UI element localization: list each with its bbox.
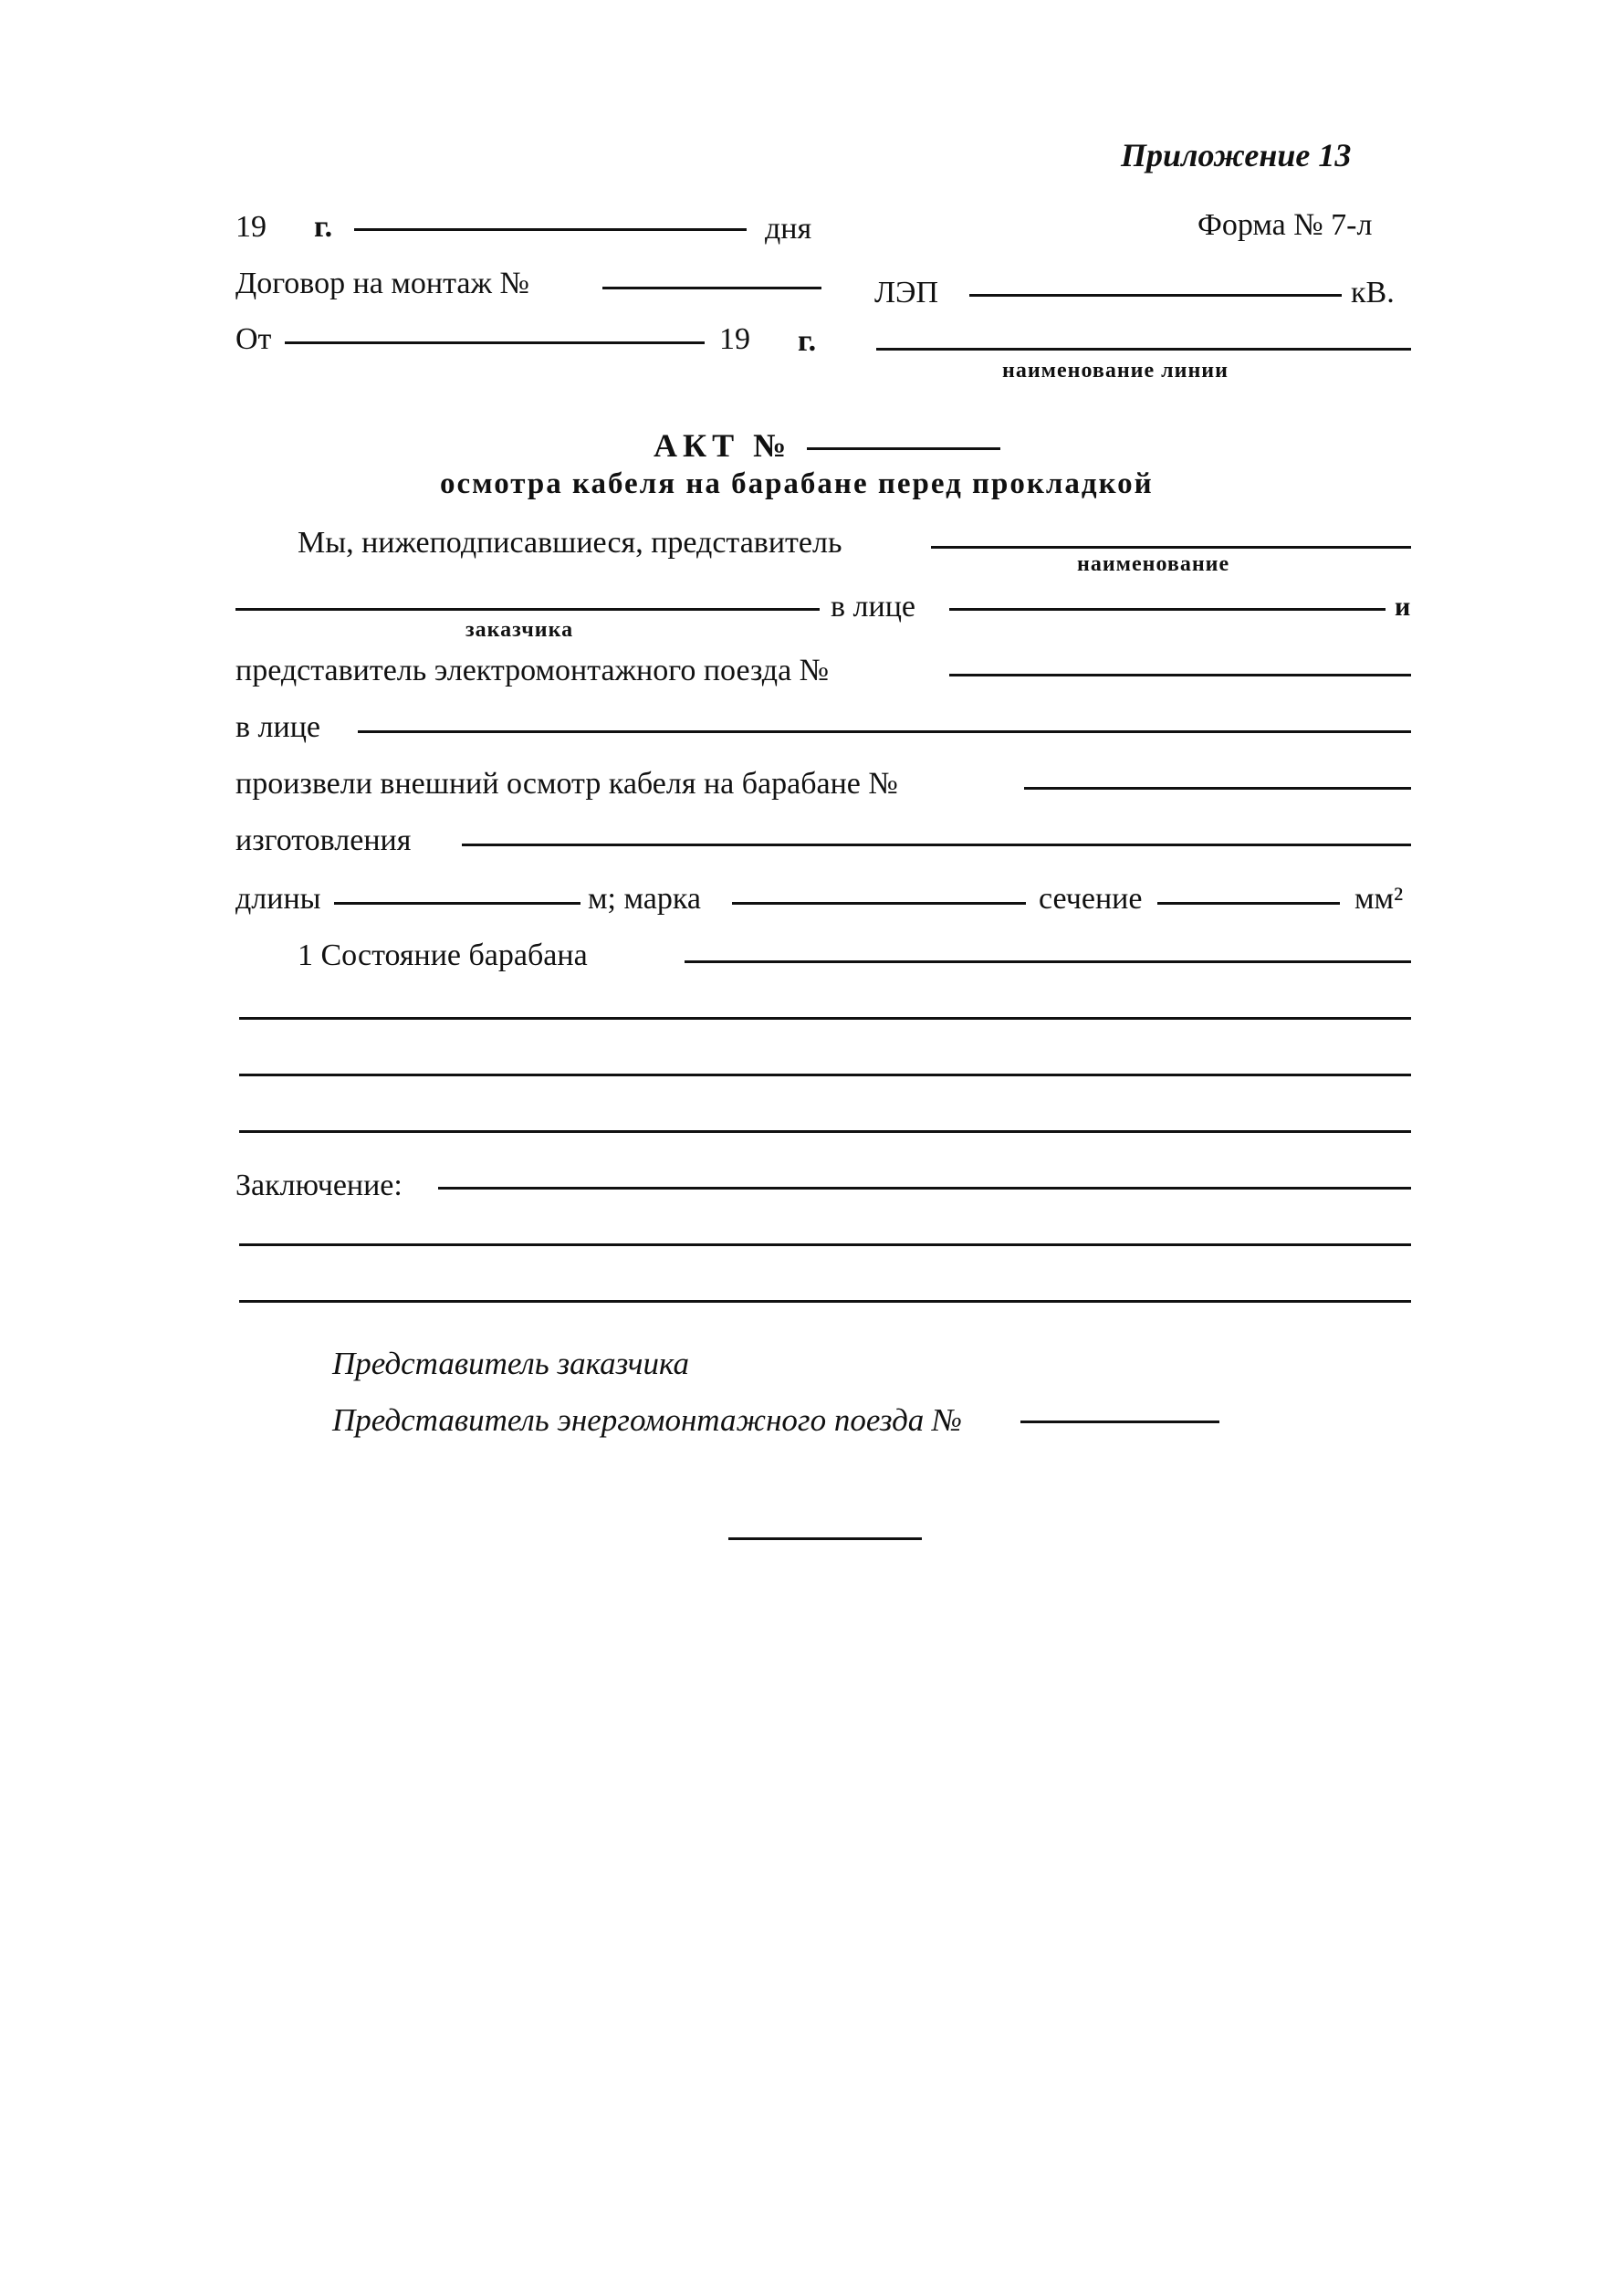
conclusion-line-1[interactable] [438,1187,1411,1190]
conclusion-line-2[interactable] [239,1243,1411,1246]
lep-voltage-line[interactable] [969,294,1342,297]
mark-line[interactable] [732,902,1026,905]
day-label: дня [765,212,812,246]
end-divider [728,1537,922,1540]
act-title: АКТ № [654,427,792,464]
from-label: От [235,322,272,356]
conclusion-line-3[interactable] [239,1300,1411,1303]
contract-number-line[interactable] [602,287,821,289]
date-blank-line[interactable] [354,228,747,231]
train-person-line[interactable] [358,730,1411,733]
representative-org-line[interactable] [931,546,1411,549]
act-number-line[interactable] [807,447,1000,450]
drum-state-line-1[interactable] [685,960,1411,963]
and-label: и [1395,592,1411,622]
line-name-line[interactable] [876,348,1411,351]
section-line[interactable] [1157,902,1340,905]
contract-label: Договор на монтаж № [235,267,529,300]
customer-person-line[interactable] [949,608,1386,611]
appendix-label: Приложение 13 [1121,137,1352,173]
item1-label: 1 Состояние барабана [298,938,588,972]
length-line[interactable] [334,902,580,905]
manufacture-label: изготовления [235,823,412,857]
manufacture-line[interactable] [462,844,1411,846]
drum-state-line-3[interactable] [239,1074,1411,1076]
caption-name: наименование [1077,552,1230,576]
customer-rep-signature: Представитель заказчика [332,1346,689,1381]
from-date-line[interactable] [285,341,705,344]
v-litse-1: в лице [831,590,916,624]
lep-label: ЛЭП [874,276,939,309]
customer-line[interactable] [235,608,820,611]
train-rep-number-line[interactable] [1020,1421,1219,1423]
intro-text: Мы, нижеподписавшиеся, представитель [298,526,842,560]
line-name-caption: наименование линии [1002,359,1229,383]
drum-state-line-2[interactable] [239,1017,1411,1020]
kv-label: кВ. [1351,276,1395,309]
year2-g: г. [798,324,817,358]
year2-prefix: 19 [719,322,750,356]
drum-number-line[interactable] [1024,787,1411,790]
act-subtitle: осмотра кабеля на барабане перед прокладкой [440,467,1154,500]
inspection-label: произвели внешний осмотр кабеля на барабане № [235,767,898,801]
v-litse-2: в лице [235,710,321,744]
train-number-line[interactable] [949,674,1411,676]
train-rep-signature: Представитель энергомонтажного поезда № [332,1402,963,1438]
length-label: длины [235,882,321,916]
year-g: г. [314,210,333,244]
year-prefix: 19 [235,210,267,244]
rep-train-label: представитель электромонтажного поезда № [235,654,830,687]
conclusion-label: Заключение: [235,1169,403,1202]
section-label: сечение [1039,882,1143,916]
form-number: Форма № 7-л [1197,208,1373,242]
caption-customer: заказчика [465,618,574,642]
drum-state-line-4[interactable] [239,1130,1411,1133]
m-mark-label: м; марка [588,882,701,916]
mm2-label: мм² [1354,882,1404,916]
